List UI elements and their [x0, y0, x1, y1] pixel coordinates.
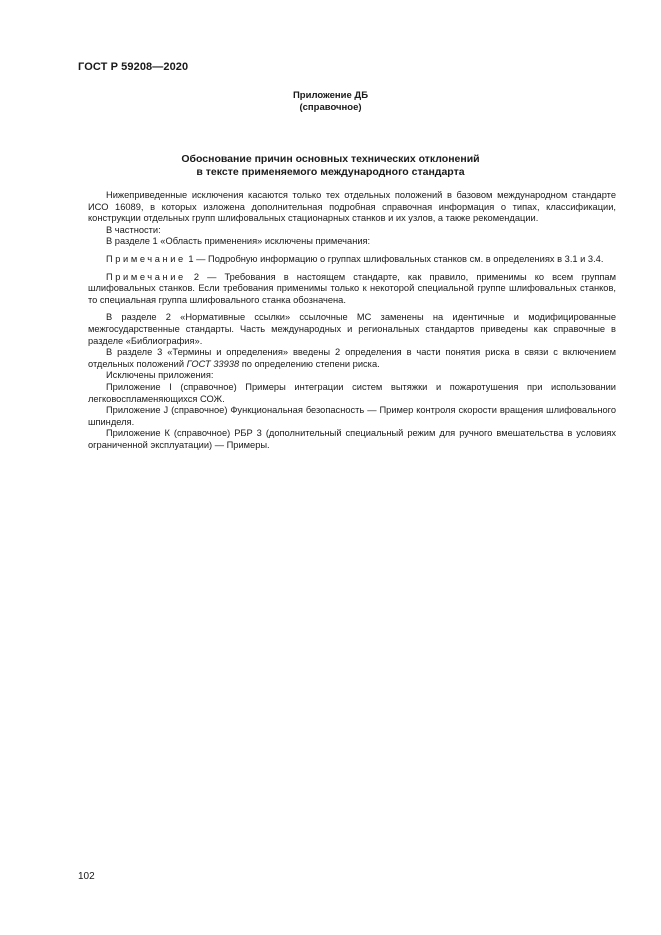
- paragraph-section-3-start: В разделе 3 «Термины и определения» введены 2 определения в части понятия риска в связи с включением отдельных положений: [88, 347, 616, 369]
- paragraph-in-particular: В частности:: [106, 224, 161, 235]
- paragraph-section-2: В разделе 2 «Нормативные ссылки» ссылочные МС заменены на идентичные и модифицированные межгосударственные стандарты. Часть международных и региональных стандартов приведены как справочные в разделе «Библиография».: [88, 312, 616, 346]
- section-title-line-1: Обоснование причин основных технических отклонений: [181, 153, 480, 165]
- note-2: [88, 272, 616, 307]
- paragraph-section-3-end: по определению степени риска.: [239, 358, 380, 369]
- note-1-text: 1 — Подробную информацию о группах шлифовальных станков см. в определениях в 3.1 и 3.4.: [185, 253, 604, 264]
- section-title-line-2: в тексте применяемого международного стандарта: [196, 166, 465, 178]
- paragraph-annex-j: Приложение J (справочное) Функциональная безопасность — Пример контроля скорости вращения шлифовального шпинделя.: [88, 405, 616, 427]
- paragraph-section-1: В разделе 1 «Область применения» исключены примечания:: [106, 236, 371, 247]
- section-title: [0, 153, 661, 179]
- paragraph-section-3: [88, 347, 616, 370]
- note-2-label: Примечание: [106, 271, 186, 282]
- annex-subtitle: (справочное): [299, 102, 362, 113]
- paragraph-annex-i: Приложение I (справочное) Примеры интеграции систем вытяжки и пожаротушения при использовании легковоспламеняющихся СОЖ.: [88, 381, 616, 404]
- annex-title: Приложение ДБ: [292, 90, 369, 101]
- annex-heading: [0, 90, 661, 114]
- note-1: [88, 254, 616, 266]
- document-body: [88, 190, 616, 451]
- paragraph-annex-k: Приложение К (справочное) РБР 3 (дополнительный специальный режим для ручного вмешательства в условиях ограниченной эксплуатации) — Примеры.: [88, 428, 616, 450]
- note-2-text: 2 — Требования в настоящем стандарте, как правило, применимы ко всем группам шлифовальных станков. Если требования применимы только к некоторой специальной группе шлифовальных станков, то специальная группа шлифовального станка обозначена.: [88, 271, 616, 305]
- paragraph-intro: Нижеприведенные исключения касаются только тех отдельных положений в базовом международном стандарте ИСО 16089, в которых изложена дополнительная подробная справочная информация о типах, классификации, конструкции отдельных групп шлифовальных стационарных станков и их узлов, а также рекомендации.: [88, 190, 616, 224]
- note-1-label: Примечание: [106, 253, 186, 264]
- document-code: ГОСТ Р 59208—2020: [78, 61, 189, 73]
- page-number: 102: [78, 871, 95, 882]
- standard-reference: ГОСТ 33938: [186, 358, 240, 369]
- paragraph-excluded-annexes: Исключены приложения:: [106, 370, 214, 381]
